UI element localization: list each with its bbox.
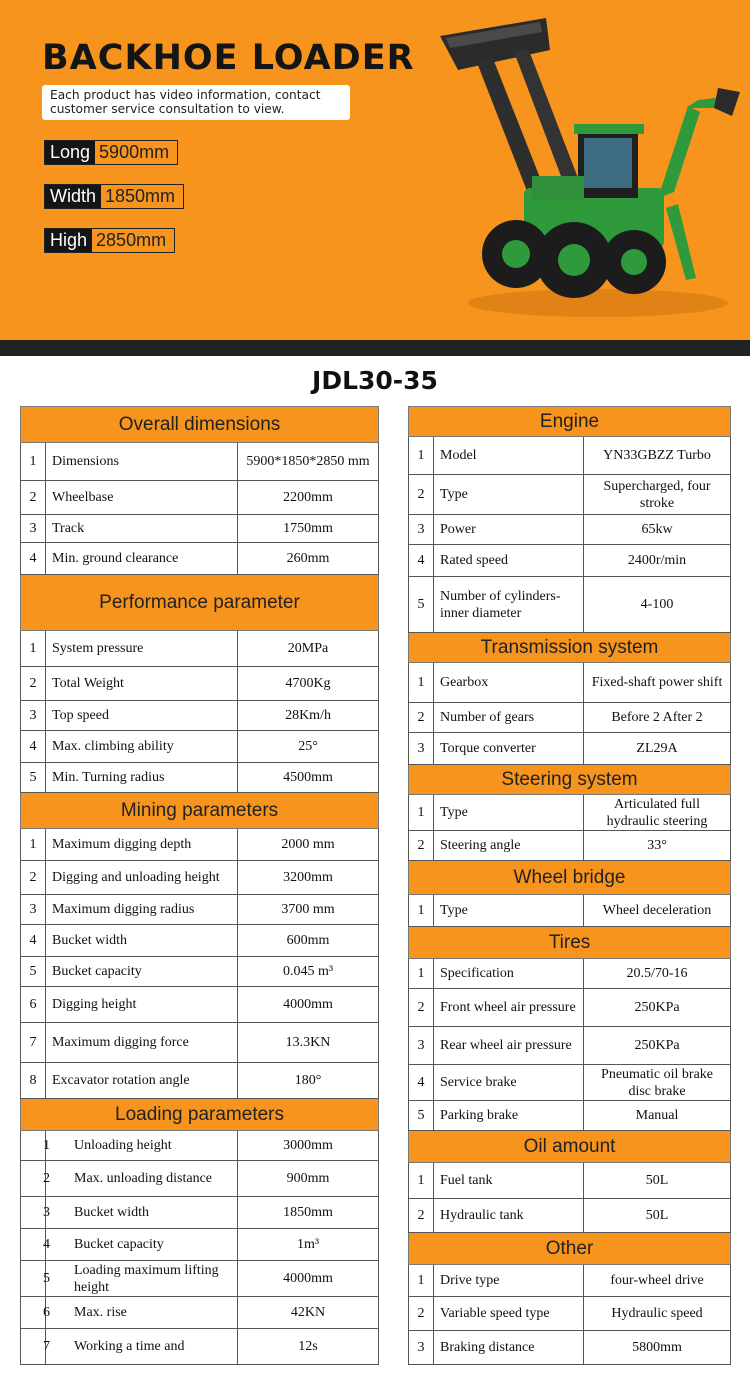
section-title: Steering system [409,765,731,795]
row-value: YN33GBZZ Turbo [584,437,731,475]
spec-width [44,184,184,209]
table-row [409,733,731,765]
backhoe-loader-image [428,8,748,328]
row-value: 4000mm [238,1261,379,1297]
row-label: Excavator rotation angle [46,1063,238,1099]
row-number: 5 [21,957,46,987]
divider-band [0,340,750,356]
row-value: Pneumatic oil brake disc brake [584,1065,731,1101]
table-row [21,1297,379,1329]
row-label: Max. climbing ability [46,731,238,763]
row-label: Parking brake [434,1101,584,1131]
row-value: Manual [584,1101,731,1131]
table-row [21,1329,379,1365]
row-value: 42KN [238,1297,379,1329]
row-number: 8 [21,1063,46,1099]
left-spec-table [20,406,379,1365]
row-label: Number of cylinders-inner diameter [434,577,584,633]
row-value: Before 2 After 2 [584,703,731,733]
row-label: Front wheel air pressure [434,989,584,1027]
section-header [21,793,379,829]
table-row [21,829,379,861]
row-number: 1 [409,895,434,927]
row-value: Supercharged, four stroke [584,475,731,515]
section-title: Wheel bridge [409,861,731,895]
row-value: 2000 mm [238,829,379,861]
row-value: 12s [238,1329,379,1365]
row-number: 1 [21,631,46,667]
section-title: Overall dimensions [21,407,379,443]
row-number: 2 [409,703,434,733]
row-value: 5800mm [584,1331,731,1365]
table-row [21,861,379,895]
row-value: 1750mm [238,515,379,543]
table-row [21,895,379,925]
table-row [21,1023,379,1063]
section-header [409,861,731,895]
spec-value: 2850mm [92,229,174,252]
section-header [409,633,731,663]
row-number: 2 [21,1161,46,1197]
row-value: 2400r/min [584,545,731,577]
row-number: 1 [21,829,46,861]
table-row [409,795,731,831]
table-row [21,763,379,793]
row-number: 3 [21,701,46,731]
row-number: 7 [21,1329,46,1365]
table-row [409,1265,731,1297]
row-value: Hydraulic speed [584,1297,731,1331]
row-number: 2 [21,481,46,515]
table-row [409,1101,731,1131]
table-row [21,515,379,543]
row-label: Maximum digging force [46,1023,238,1063]
row-label: Digging and unloading height [46,861,238,895]
right-spec-table [408,406,731,1365]
row-label: Gearbox [434,663,584,703]
headline: BACKHOE LOADER [42,38,415,78]
row-number: 1 [409,437,434,475]
table-row [21,543,379,575]
row-number: 2 [409,475,434,515]
row-value: 900mm [238,1161,379,1197]
row-label: Total Weight [46,667,238,701]
row-label: System pressure [46,631,238,667]
row-value: 3000mm [238,1131,379,1161]
table-row [409,1297,731,1331]
section-title: Mining parameters [21,793,379,829]
row-value: 25° [238,731,379,763]
row-value: ZL29A [584,733,731,765]
row-label: Bucket capacity [46,957,238,987]
row-label: Fuel tank [434,1163,584,1199]
row-value: 20.5/70-16 [584,959,731,989]
row-number: 6 [21,987,46,1023]
spec-label: High [45,229,92,252]
row-number: 1 [409,1163,434,1199]
row-number: 1 [409,663,434,703]
model-title: JDL30-35 [312,366,438,395]
row-label: Service brake [434,1065,584,1101]
table-row [409,831,731,861]
row-number: 2 [409,1297,434,1331]
row-label: Maximum digging depth [46,829,238,861]
row-label: Bucket capacity [46,1229,238,1261]
row-number: 6 [21,1297,46,1329]
row-label: Rated speed [434,545,584,577]
section-title: Performance parameter [21,575,379,631]
row-value: Fixed-shaft power shift [584,663,731,703]
table-row [21,1261,379,1297]
row-value: 4-100 [584,577,731,633]
row-number: 2 [409,831,434,861]
section-header [21,407,379,443]
row-label: Top speed [46,701,238,731]
row-number: 3 [409,515,434,545]
row-number: 5 [21,1261,46,1297]
table-row [21,701,379,731]
section-title: Oil amount [409,1131,731,1163]
row-value: 65kw [584,515,731,545]
row-number: 1 [21,1131,46,1161]
row-label: Loading maximum lifting height [46,1261,238,1297]
section-title: Tires [409,927,731,959]
table-row [21,481,379,515]
row-value: 250KPa [584,1027,731,1065]
section-header [409,927,731,959]
row-number: 4 [21,543,46,575]
table-row [21,631,379,667]
table-row [21,1197,379,1229]
row-label: Maximum digging radius [46,895,238,925]
row-label: Model [434,437,584,475]
row-label: Rear wheel air pressure [434,1027,584,1065]
row-number: 4 [409,1065,434,1101]
row-value: 20MPa [238,631,379,667]
row-label: Power [434,515,584,545]
row-label: Bucket width [46,1197,238,1229]
row-label: Track [46,515,238,543]
section-header [409,1131,731,1163]
row-number: 3 [409,1331,434,1365]
spec-label: Long [45,141,95,164]
row-number: 4 [21,731,46,763]
row-value: 3200mm [238,861,379,895]
row-value: four-wheel drive [584,1265,731,1297]
row-number: 1 [409,1265,434,1297]
table-row [409,1163,731,1199]
row-value: 5900*1850*2850 mm [238,443,379,481]
row-value: 1m³ [238,1229,379,1261]
row-label: Hydraulic tank [434,1199,584,1233]
table-row [409,989,731,1027]
row-value: Wheel deceleration [584,895,731,927]
section-header [21,1099,379,1131]
row-number: 1 [21,443,46,481]
table-row [21,1229,379,1261]
row-label: Number of gears [434,703,584,733]
table-row [409,1331,731,1365]
table-row [21,731,379,763]
row-value: 180° [238,1063,379,1099]
table-row [409,703,731,733]
row-value: 33° [584,831,731,861]
row-number: 4 [21,1229,46,1261]
row-label: Braking distance [434,1331,584,1365]
table-row [21,667,379,701]
table-row [409,1199,731,1233]
section-header [21,575,379,631]
row-label: Type [434,475,584,515]
row-label: Dimensions [46,443,238,481]
table-row [409,545,731,577]
section-header [409,765,731,795]
row-value: 1850mm [238,1197,379,1229]
table-row [409,959,731,989]
row-label: Drive type [434,1265,584,1297]
table-row [21,1131,379,1161]
section-title: Loading parameters [21,1099,379,1131]
row-number: 2 [409,1199,434,1233]
row-value: 3700 mm [238,895,379,925]
row-label: Working a time and [46,1329,238,1365]
row-value: 0.045 m³ [238,957,379,987]
table-row [21,957,379,987]
table-row [409,663,731,703]
section-header [409,1233,731,1265]
row-value: 50L [584,1163,731,1199]
row-label: Unloading height [46,1131,238,1161]
table-row [21,987,379,1023]
row-label: Min. ground clearance [46,543,238,575]
row-number: 2 [409,989,434,1027]
row-label: Max. rise [46,1297,238,1329]
banner [0,0,750,340]
row-label: Steering angle [434,831,584,861]
row-number: 3 [21,515,46,543]
row-number: 3 [409,1027,434,1065]
row-number: 3 [21,1197,46,1229]
row-value: 4700Kg [238,667,379,701]
row-number: 4 [409,545,434,577]
row-value: 4500mm [238,763,379,793]
table-row [409,577,731,633]
table-row [21,925,379,957]
table-row [409,895,731,927]
row-number: 5 [21,763,46,793]
video-notice: Each product has video information, contact customer service consultation to view. [42,85,350,120]
spec-long [44,140,178,165]
row-value: 13.3KN [238,1023,379,1063]
row-number: 1 [409,795,434,831]
row-label: Specification [434,959,584,989]
row-value: 250KPa [584,989,731,1027]
row-label: Max. unloading distance [46,1161,238,1197]
section-title: Engine [409,407,731,437]
row-number: 5 [409,577,434,633]
section-header [409,407,731,437]
row-value: 2200mm [238,481,379,515]
section-title: Other [409,1233,731,1265]
section-title: Transmission system [409,633,731,663]
row-value: 260mm [238,543,379,575]
table-row [21,443,379,481]
row-label: Bucket width [46,925,238,957]
row-value: 50L [584,1199,731,1233]
row-number: 2 [21,667,46,701]
row-label: Torque converter [434,733,584,765]
row-label: Min. Turning radius [46,763,238,793]
row-number: 1 [409,959,434,989]
table-row [409,437,731,475]
row-label: Variable speed type [434,1297,584,1331]
table-row [21,1063,379,1099]
row-label: Type [434,895,584,927]
spec-value: 1850mm [101,185,183,208]
table-row [21,1161,379,1197]
table-row [409,1027,731,1065]
row-number: 3 [21,895,46,925]
row-value: 600mm [238,925,379,957]
row-value: 4000mm [238,987,379,1023]
row-number: 4 [21,925,46,957]
row-number: 3 [409,733,434,765]
row-label: Wheelbase [46,481,238,515]
row-value: Articulated full hydraulic steering [584,795,731,831]
row-number: 2 [21,861,46,895]
spec-label: Width [45,185,101,208]
table-row [409,475,731,515]
row-value: 28Km/h [238,701,379,731]
row-number: 7 [21,1023,46,1063]
row-number: 5 [409,1101,434,1131]
row-label: Type [434,795,584,831]
table-row [409,515,731,545]
spec-value: 5900mm [95,141,177,164]
table-row [409,1065,731,1101]
row-label: Digging height [46,987,238,1023]
spec-high [44,228,175,253]
